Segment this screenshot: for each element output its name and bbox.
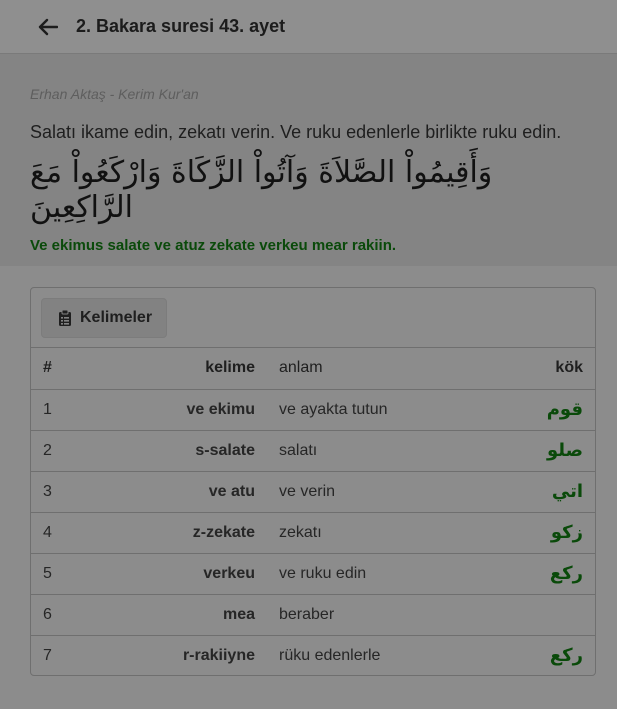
words-toolbar xyxy=(31,288,595,348)
row-meaning: ve ayakta tutun xyxy=(267,389,492,430)
arrow-left-icon xyxy=(38,18,58,36)
row-meaning: beraber xyxy=(267,594,492,635)
row-root: ركع xyxy=(549,645,583,667)
row-root: زكو xyxy=(492,512,595,553)
row-root: ركع xyxy=(492,553,595,594)
table-row xyxy=(31,471,595,512)
column-header-num: # xyxy=(31,348,67,389)
column-header-root: kök xyxy=(492,348,595,389)
row-number: 7 xyxy=(43,646,52,664)
row-word: r-rakiiyne xyxy=(182,646,255,664)
row-number: 5 xyxy=(31,553,67,594)
translator-name: Erhan Aktaş - Kerim Kur'an xyxy=(30,86,199,102)
column-header-word: kelime xyxy=(67,348,267,389)
table-row xyxy=(31,512,595,553)
verse-arabic: وَأَقِيمُواْ الصَّلاَةَ وَآتُواْ الزَّكَاةَ وَارْكَعُواْ مَعَ الرَّاكِعِينَ xyxy=(30,155,493,225)
table-row xyxy=(31,389,595,430)
row-word: z-zekate xyxy=(67,512,267,553)
clipboard-list-icon xyxy=(58,309,72,327)
column-header-meaning: anlam xyxy=(267,348,492,389)
back-button[interactable] xyxy=(36,15,60,39)
row-meaning: salatı xyxy=(267,430,492,471)
verse-meaning: Salatı ikame edin, zekatı verin. Ve ruku edenlerle birlikte ruku edin. xyxy=(30,122,562,142)
table-row xyxy=(31,430,595,471)
row-root: صلو xyxy=(492,430,595,471)
page-title: 2. Bakara suresi 43. ayet xyxy=(76,16,286,36)
row-word: mea xyxy=(67,594,267,635)
row-number: 4 xyxy=(31,512,67,553)
table-row xyxy=(31,594,595,635)
row-root: اتي xyxy=(492,471,595,512)
row-word: ve atu xyxy=(67,471,267,512)
row-number: 2 xyxy=(31,430,67,471)
row-number: 3 xyxy=(31,471,67,512)
row-word: s-salate xyxy=(67,430,267,471)
row-number: 1 xyxy=(31,389,67,430)
row-meaning: ve ruku edin xyxy=(267,553,492,594)
words-table xyxy=(31,348,595,676)
row-number: 6 xyxy=(31,594,67,635)
row-meaning: zekatı xyxy=(267,512,492,553)
words-tab-button[interactable] xyxy=(41,298,167,338)
words-tab-label: Kelimeler xyxy=(80,309,153,326)
row-word: ve ekimu xyxy=(67,389,267,430)
row-root: قوم xyxy=(492,389,595,430)
table-row xyxy=(31,635,595,676)
row-root xyxy=(492,594,595,635)
row-word: verkeu xyxy=(67,553,267,594)
words-panel xyxy=(30,287,596,676)
row-meaning: rüku edenlerle xyxy=(279,646,381,664)
verse-transliteration: Ve ekimus salate ve atuz zekate verkeu mear rakiin. xyxy=(30,237,397,254)
table-row xyxy=(31,553,595,594)
row-meaning: ve verin xyxy=(267,471,492,512)
top-bar xyxy=(0,0,617,54)
table-header-row xyxy=(31,348,595,389)
verse-section xyxy=(0,54,617,266)
